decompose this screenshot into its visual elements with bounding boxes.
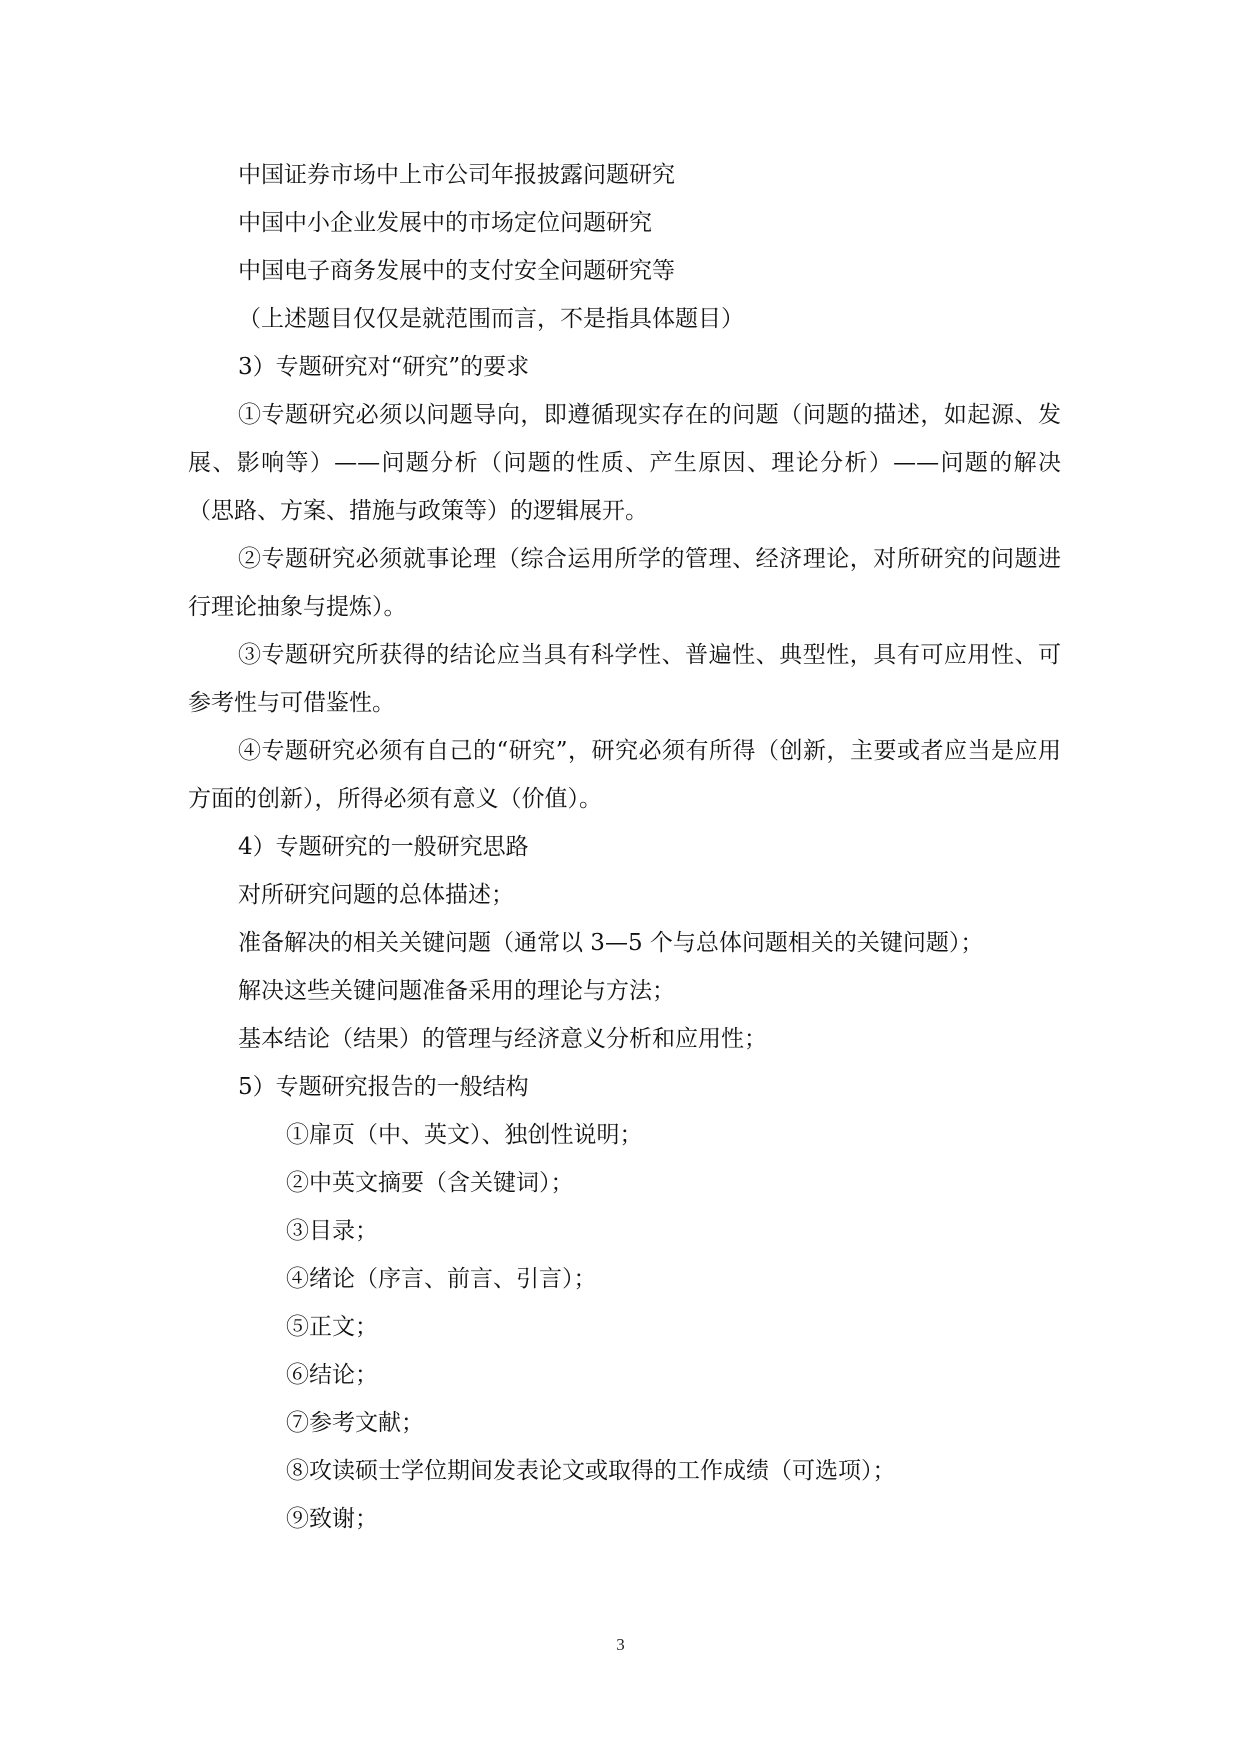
section-4-item: 对所研究问题的总体描述； (238, 882, 514, 908)
section-3-item: ③专题研究所获得的结论应当具有科学性、普遍性、典型性，具有可应用性、可参考性与可借鉴性。 (188, 642, 1061, 716)
section-4-item: 基本结论（结果）的管理与经济意义分析和应用性； (238, 1026, 767, 1052)
section-3-heading: 3）专题研究对“研究”的要求 (238, 354, 530, 380)
section-4-heading: 4）专题研究的一般研究思路 (238, 834, 529, 860)
section-5-heading: 5）专题研究报告的一般结构 (238, 1074, 529, 1100)
section-5-item: ⑧攻读硕士学位期间发表论文或取得的工作成绩（可选项）； (286, 1458, 896, 1484)
section-3-item: ④专题研究必须有自己的“研究”，研究必须有所得（创新，主要或者应当是应用方面的创新），所得必须有意义（价值）。 (188, 738, 1061, 812)
document-body (188, 151, 1061, 1543)
section-5-item: ⑨致谢； (286, 1506, 378, 1532)
section-5-item: ④绪论（序言、前言、引言）； (286, 1266, 597, 1292)
section-5-item: ⑤正文； (286, 1314, 378, 1340)
example-topic: 中国电子商务发展中的支付安全问题研究等 (238, 258, 675, 284)
section-5-item: ②中英文摘要（含关键词）； (286, 1170, 574, 1196)
example-topic: 中国中小企业发展中的市场定位问题研究 (238, 210, 652, 236)
section-5-item: ①扉页（中、英文）、独创性说明； (286, 1122, 643, 1148)
section-5-item: ③目录； (286, 1218, 378, 1244)
section-4-item: 解决这些关键问题准备采用的理论与方法； (238, 978, 675, 1004)
topics-note: （上述题目仅仅是就范围而言，不是指具体题目） (238, 306, 744, 332)
section-3-item: ②专题研究必须就事论理（综合运用所学的管理、经济理论，对所研究的问题进行理论抽象与提炼）。 (188, 546, 1061, 620)
section-5-item: ⑥结论； (286, 1362, 378, 1388)
section-5-item: ⑦参考文献； (286, 1410, 424, 1436)
page-number: 3 (616, 1635, 625, 1654)
example-topic: 中国证券市场中上市公司年报披露问题研究 (238, 162, 675, 188)
section-4-item: 准备解决的相关关键问题（通常以 3—5 个与总体问题相关的关键问题）； (238, 930, 984, 956)
section-3-item: ①专题研究必须以问题导向，即遵循现实存在的问题（问题的描述，如起源、发展、影响等）——问题分析（问题的性质、产生原因、理论分析）——问题的解决（思路、方案、措施与政策等）的逻辑展开。 (188, 402, 1061, 524)
